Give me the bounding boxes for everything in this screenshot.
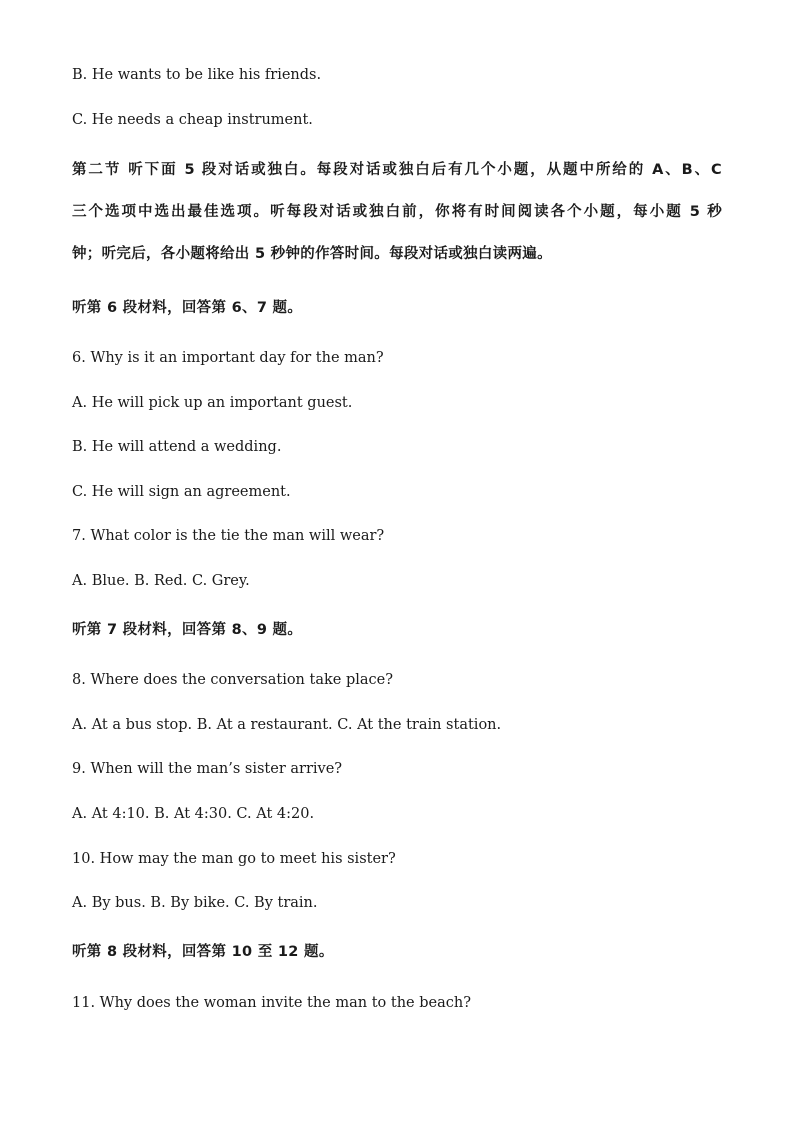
section-2-instructions-line-1: 第二节 听下面 5 段对话或独白。每段对话或独白后有几个小题，从题中所给的 A、B、C — [72, 162, 722, 178]
question-10-options: A. By bus. B. By bike. C. By train. — [72, 895, 318, 911]
question-9: 9. When will the man’s sister arrive? — [72, 761, 343, 777]
question-11: 11. Why does the woman invite the man to the beach? — [72, 995, 471, 1011]
option-c-q5: C. He needs a cheap instrument. — [72, 112, 313, 128]
question-10: 10. How may the man go to meet his sister? — [72, 851, 396, 867]
question-6-option-c: C. He will sign an agreement. — [72, 484, 291, 500]
material-6-heading: 听第 6 段材料，回答第 6、7 题。 — [72, 300, 303, 316]
question-8-options: A. At a bus stop. B. At a restaurant. C. At the train station. — [72, 717, 502, 733]
question-6-option-b: B. He will attend a wedding. — [72, 439, 282, 455]
question-6-option-a: A. He will pick up an important guest. — [72, 395, 353, 411]
question-6: 6. Why is it an important day for the man? — [72, 350, 384, 366]
option-b-q5: B. He wants to be like his friends. — [72, 67, 322, 83]
question-8: 8. Where does the conversation take place? — [72, 672, 393, 688]
material-8-heading: 听第 8 段材料，回答第 10 至 12 题。 — [72, 944, 334, 960]
question-7: 7. What color is the tie the man will wear? — [72, 528, 385, 544]
material-7-heading: 听第 7 段材料，回答第 8、9 题。 — [72, 622, 303, 638]
question-9-options: A. At 4:10. B. At 4:30. C. At 4:20. — [72, 806, 315, 822]
question-7-options: A. Blue. B. Red. C. Grey. — [72, 573, 250, 589]
section-2-instructions-line-2: 三个选项中选出最佳选项。听每段对话或独白前，你将有时间阅读各个小题，每小题 5 秒 — [72, 204, 722, 220]
section-2-instructions-line-3: 钟；听完后，各小题将给出 5 秒钟的作答时间。每段对话或独白读两遍。 — [72, 246, 552, 262]
